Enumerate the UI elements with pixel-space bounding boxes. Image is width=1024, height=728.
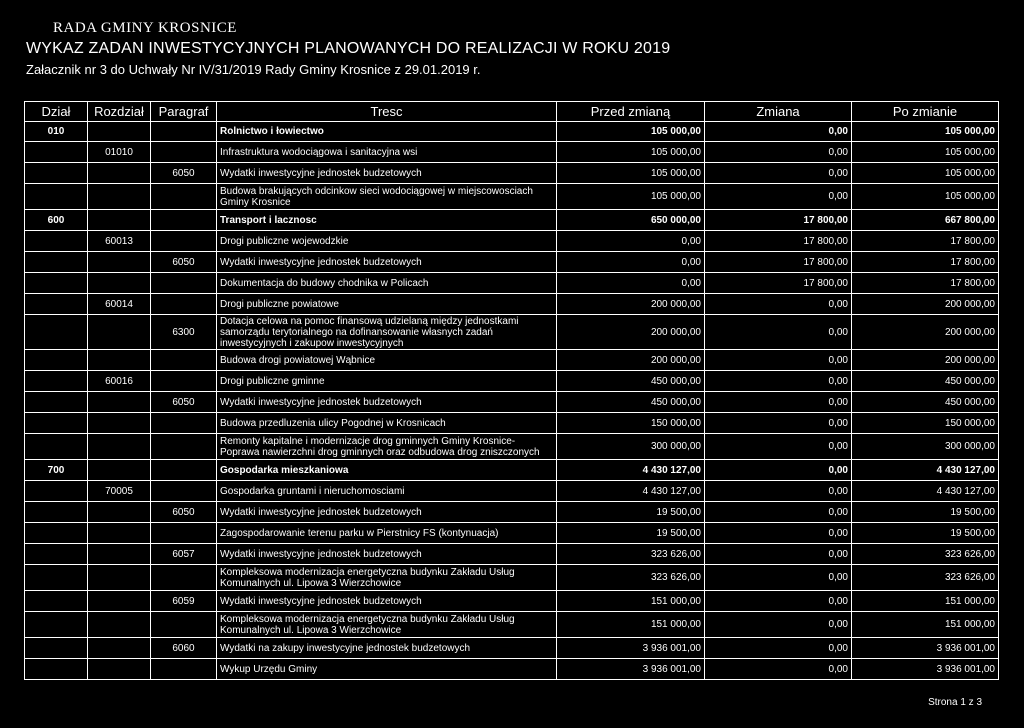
- cell-paragraf: [151, 122, 217, 142]
- cell-rozdzial: [88, 413, 151, 434]
- cell-zmiana: 0,00: [705, 294, 852, 315]
- cell-tresc: Wydatki inwestycyjne jednostek budzetowych: [217, 502, 557, 523]
- cell-zmiana: 0,00: [705, 638, 852, 659]
- cell-rozdzial: [88, 502, 151, 523]
- table-row: [25, 273, 999, 294]
- cell-paragraf: [151, 481, 217, 502]
- cell-po: 4 430 127,00: [852, 460, 999, 481]
- cell-dzial: [25, 565, 88, 591]
- cell-tresc: Wydatki inwestycyjne jednostek budzetowych: [217, 392, 557, 413]
- column-header: Dział: [25, 102, 88, 122]
- cell-przed: 105 000,00: [557, 142, 705, 163]
- cell-zmiana: 0,00: [705, 122, 852, 142]
- cell-paragraf: [151, 350, 217, 371]
- cell-przed: 105 000,00: [557, 184, 705, 210]
- cell-zmiana: 0,00: [705, 523, 852, 544]
- cell-po: 323 626,00: [852, 544, 999, 565]
- cell-tresc: Wydatki inwestycyjne jednostek budzetowych: [217, 252, 557, 273]
- cell-po: 105 000,00: [852, 184, 999, 210]
- cell-tresc: Zagospodarowanie terenu parku w Pierstnicy FS (kontynuacja): [217, 523, 557, 544]
- cell-tresc: Budowa brakujących odcinkow sieci wodociągowej w miejscowosciach Gminy Krosnice: [217, 184, 557, 210]
- cell-rozdzial: [88, 460, 151, 481]
- cell-rozdzial: [88, 612, 151, 638]
- cell-tresc: Remonty kapitalne i modernizacje drog gminnych Gminy Krosnice-Poprawa nawierzchni drog gminnych oraz odbudowa drog zniszczonych: [217, 434, 557, 460]
- cell-po: 150 000,00: [852, 413, 999, 434]
- council-stamp: RADA GMINY KROSNICE: [53, 20, 237, 36]
- table-row: [25, 481, 999, 502]
- cell-paragraf: 6050: [151, 163, 217, 184]
- table-row: [25, 502, 999, 523]
- cell-paragraf: 6050: [151, 392, 217, 413]
- cell-rozdzial: [88, 210, 151, 231]
- cell-po: 17 800,00: [852, 252, 999, 273]
- table-row: [25, 371, 999, 392]
- cell-po: 667 800,00: [852, 210, 999, 231]
- cell-rozdzial: 01010: [88, 142, 151, 163]
- cell-zmiana: 0,00: [705, 315, 852, 350]
- cell-dzial: [25, 184, 88, 210]
- cell-przed: 323 626,00: [557, 565, 705, 591]
- cell-paragraf: 6050: [151, 252, 217, 273]
- cell-rozdzial: [88, 122, 151, 142]
- table-row: [25, 163, 999, 184]
- cell-paragraf: 6300: [151, 315, 217, 350]
- cell-dzial: [25, 413, 88, 434]
- column-header: Zmiana: [705, 102, 852, 122]
- cell-rozdzial: [88, 523, 151, 544]
- cell-dzial: [25, 231, 88, 252]
- cell-przed: 4 430 127,00: [557, 460, 705, 481]
- cell-dzial: [25, 481, 88, 502]
- cell-rozdzial: [88, 434, 151, 460]
- cell-paragraf: [151, 434, 217, 460]
- table-row: [25, 612, 999, 638]
- table-row: [25, 523, 999, 544]
- cell-paragraf: [151, 142, 217, 163]
- cell-zmiana: 0,00: [705, 460, 852, 481]
- table-row: [25, 565, 999, 591]
- cell-przed: 151 000,00: [557, 612, 705, 638]
- cell-przed: 300 000,00: [557, 434, 705, 460]
- cell-paragraf: [151, 273, 217, 294]
- cell-paragraf: [151, 294, 217, 315]
- cell-dzial: [25, 294, 88, 315]
- cell-po: 300 000,00: [852, 434, 999, 460]
- cell-zmiana: 0,00: [705, 659, 852, 680]
- investment-table: [24, 101, 999, 680]
- cell-po: 151 000,00: [852, 612, 999, 638]
- cell-przed: 3 936 001,00: [557, 638, 705, 659]
- cell-zmiana: 17 800,00: [705, 231, 852, 252]
- cell-dzial: [25, 142, 88, 163]
- cell-przed: 3 936 001,00: [557, 659, 705, 680]
- cell-przed: 200 000,00: [557, 350, 705, 371]
- cell-dzial: [25, 434, 88, 460]
- cell-rozdzial: [88, 659, 151, 680]
- cell-rozdzial: [88, 591, 151, 612]
- cell-dzial: [25, 350, 88, 371]
- cell-zmiana: 0,00: [705, 591, 852, 612]
- cell-tresc: Budowa przedluzenia ulicy Pogodnej w Krosnicach: [217, 413, 557, 434]
- cell-rozdzial: [88, 392, 151, 413]
- cell-przed: 650 000,00: [557, 210, 705, 231]
- cell-zmiana: 17 800,00: [705, 273, 852, 294]
- table-row: [25, 210, 999, 231]
- cell-tresc: Kompleksowa modernizacja energetyczna budynku Zakładu Usług Komunalnych ul. Lipowa 3 Wierzchowice: [217, 565, 557, 591]
- cell-rozdzial: 70005: [88, 481, 151, 502]
- cell-zmiana: 0,00: [705, 413, 852, 434]
- cell-przed: 200 000,00: [557, 315, 705, 350]
- cell-dzial: [25, 392, 88, 413]
- cell-paragraf: [151, 413, 217, 434]
- cell-tresc: Wykup Urzędu Gminy: [217, 659, 557, 680]
- cell-przed: 150 000,00: [557, 413, 705, 434]
- cell-przed: 323 626,00: [557, 544, 705, 565]
- column-header: Tresc: [217, 102, 557, 122]
- cell-dzial: [25, 163, 88, 184]
- document-subtitle: Załacznik nr 3 do Uchwały Nr IV/31/2019 Rady Gminy Krosnice z 29.01.2019 r.: [26, 62, 481, 77]
- cell-po: 200 000,00: [852, 350, 999, 371]
- cell-dzial: [25, 612, 88, 638]
- cell-tresc: Drogi publiczne gminne: [217, 371, 557, 392]
- cell-zmiana: 0,00: [705, 481, 852, 502]
- table-row: [25, 392, 999, 413]
- cell-rozdzial: [88, 273, 151, 294]
- cell-po: 17 800,00: [852, 273, 999, 294]
- cell-dzial: [25, 502, 88, 523]
- cell-po: 200 000,00: [852, 315, 999, 350]
- cell-paragraf: [151, 231, 217, 252]
- cell-dzial: 010: [25, 122, 88, 142]
- cell-tresc: Wydatki inwestycyjne jednostek budzetowych: [217, 163, 557, 184]
- cell-paragraf: 6057: [151, 544, 217, 565]
- table-row: [25, 413, 999, 434]
- cell-dzial: [25, 252, 88, 273]
- cell-przed: 4 430 127,00: [557, 481, 705, 502]
- cell-zmiana: 0,00: [705, 184, 852, 210]
- cell-tresc: Transport i lacznosc: [217, 210, 557, 231]
- cell-zmiana: 0,00: [705, 434, 852, 460]
- cell-tresc: Dokumentacja do budowy chodnika w Policach: [217, 273, 557, 294]
- cell-dzial: [25, 659, 88, 680]
- table-header-row: [25, 102, 999, 122]
- cell-przed: 0,00: [557, 252, 705, 273]
- cell-po: 450 000,00: [852, 371, 999, 392]
- cell-tresc: Drogi publiczne wojewodzkie: [217, 231, 557, 252]
- cell-zmiana: 0,00: [705, 163, 852, 184]
- cell-paragraf: [151, 184, 217, 210]
- table-row: [25, 544, 999, 565]
- cell-po: 105 000,00: [852, 163, 999, 184]
- cell-zmiana: 0,00: [705, 350, 852, 371]
- cell-rozdzial: [88, 638, 151, 659]
- cell-paragraf: [151, 210, 217, 231]
- column-header: Po zmianie: [852, 102, 999, 122]
- cell-po: 4 430 127,00: [852, 481, 999, 502]
- cell-po: 151 000,00: [852, 591, 999, 612]
- cell-tresc: Wydatki inwestycyjne jednostek budzetowych: [217, 591, 557, 612]
- cell-tresc: Gospodarka gruntami i nieruchomosciami: [217, 481, 557, 502]
- cell-zmiana: 17 800,00: [705, 210, 852, 231]
- table-row: [25, 591, 999, 612]
- cell-zmiana: 0,00: [705, 371, 852, 392]
- cell-po: 3 936 001,00: [852, 659, 999, 680]
- cell-dzial: [25, 371, 88, 392]
- cell-przed: 19 500,00: [557, 502, 705, 523]
- cell-dzial: [25, 638, 88, 659]
- cell-przed: 0,00: [557, 231, 705, 252]
- cell-tresc: Wydatki na zakupy inwestycyjne jednostek budzetowych: [217, 638, 557, 659]
- cell-tresc: Drogi publiczne powiatowe: [217, 294, 557, 315]
- cell-paragraf: [151, 659, 217, 680]
- table-row: [25, 350, 999, 371]
- cell-rozdzial: 60016: [88, 371, 151, 392]
- table-row: [25, 638, 999, 659]
- column-header: Paragraf: [151, 102, 217, 122]
- cell-dzial: 700: [25, 460, 88, 481]
- cell-dzial: [25, 273, 88, 294]
- cell-rozdzial: [88, 544, 151, 565]
- table-row: [25, 184, 999, 210]
- cell-po: 105 000,00: [852, 142, 999, 163]
- table-row: [25, 294, 999, 315]
- cell-przed: 105 000,00: [557, 163, 705, 184]
- cell-rozdzial: 60014: [88, 294, 151, 315]
- cell-tresc: Gospodarka mieszkaniowa: [217, 460, 557, 481]
- cell-przed: 200 000,00: [557, 294, 705, 315]
- cell-paragraf: [151, 612, 217, 638]
- cell-zmiana: 0,00: [705, 544, 852, 565]
- cell-dzial: [25, 315, 88, 350]
- cell-paragraf: [151, 460, 217, 481]
- cell-po: 323 626,00: [852, 565, 999, 591]
- cell-przed: 19 500,00: [557, 523, 705, 544]
- table-row: [25, 315, 999, 350]
- cell-zmiana: 0,00: [705, 565, 852, 591]
- cell-paragraf: [151, 565, 217, 591]
- cell-paragraf: 6059: [151, 591, 217, 612]
- cell-przed: 0,00: [557, 273, 705, 294]
- table-row: [25, 434, 999, 460]
- table-row: [25, 252, 999, 273]
- cell-zmiana: 0,00: [705, 612, 852, 638]
- cell-przed: 105 000,00: [557, 122, 705, 142]
- cell-po: 200 000,00: [852, 294, 999, 315]
- cell-zmiana: 0,00: [705, 392, 852, 413]
- cell-dzial: [25, 591, 88, 612]
- document-title: WYKAZ ZADAN INWESTYCYJNYCH PLANOWANYCH DO REALIZACJI W ROKU 2019: [26, 40, 671, 57]
- cell-paragraf: [151, 371, 217, 392]
- cell-rozdzial: [88, 315, 151, 350]
- cell-po: 450 000,00: [852, 392, 999, 413]
- cell-rozdzial: [88, 350, 151, 371]
- cell-rozdzial: [88, 252, 151, 273]
- cell-przed: 151 000,00: [557, 591, 705, 612]
- cell-rozdzial: [88, 163, 151, 184]
- cell-paragraf: 6050: [151, 502, 217, 523]
- cell-tresc: Kompleksowa modernizacja energetyczna budynku Zakładu Usług Komunalnych ul. Lipowa 3 Wierzchowice: [217, 612, 557, 638]
- cell-po: 105 000,00: [852, 122, 999, 142]
- table-row: [25, 460, 999, 481]
- cell-zmiana: 0,00: [705, 142, 852, 163]
- column-header: Rozdział: [88, 102, 151, 122]
- cell-po: 19 500,00: [852, 502, 999, 523]
- table-row: [25, 142, 999, 163]
- cell-po: 19 500,00: [852, 523, 999, 544]
- cell-zmiana: 17 800,00: [705, 252, 852, 273]
- cell-dzial: 600: [25, 210, 88, 231]
- table-row: [25, 231, 999, 252]
- cell-dzial: [25, 523, 88, 544]
- cell-rozdzial: 60013: [88, 231, 151, 252]
- cell-tresc: Infrastruktura wodociągowa i sanitacyjna wsi: [217, 142, 557, 163]
- page-number: Strona 1 z 3: [928, 697, 982, 708]
- cell-tresc: Wydatki inwestycyjne jednostek budzetowych: [217, 544, 557, 565]
- cell-przed: 450 000,00: [557, 371, 705, 392]
- table-row: [25, 659, 999, 680]
- cell-po: 3 936 001,00: [852, 638, 999, 659]
- cell-paragraf: [151, 523, 217, 544]
- table-row: [25, 122, 999, 142]
- cell-tresc: Dotacja celowa na pomoc finansową udzielaną między jednostkami samorządu terytorialnego na dofinansowanie własnych zadań inwestycyjnych i zakupow inwestycyjnych: [217, 315, 557, 350]
- cell-tresc: Rolnictwo i łowiectwo: [217, 122, 557, 142]
- cell-przed: 450 000,00: [557, 392, 705, 413]
- cell-dzial: [25, 544, 88, 565]
- cell-paragraf: 6060: [151, 638, 217, 659]
- cell-po: 17 800,00: [852, 231, 999, 252]
- cell-rozdzial: [88, 184, 151, 210]
- cell-tresc: Budowa drogi powiatowej Wąbnice: [217, 350, 557, 371]
- cell-zmiana: 0,00: [705, 502, 852, 523]
- column-header: Przed zmianą: [557, 102, 705, 122]
- cell-rozdzial: [88, 565, 151, 591]
